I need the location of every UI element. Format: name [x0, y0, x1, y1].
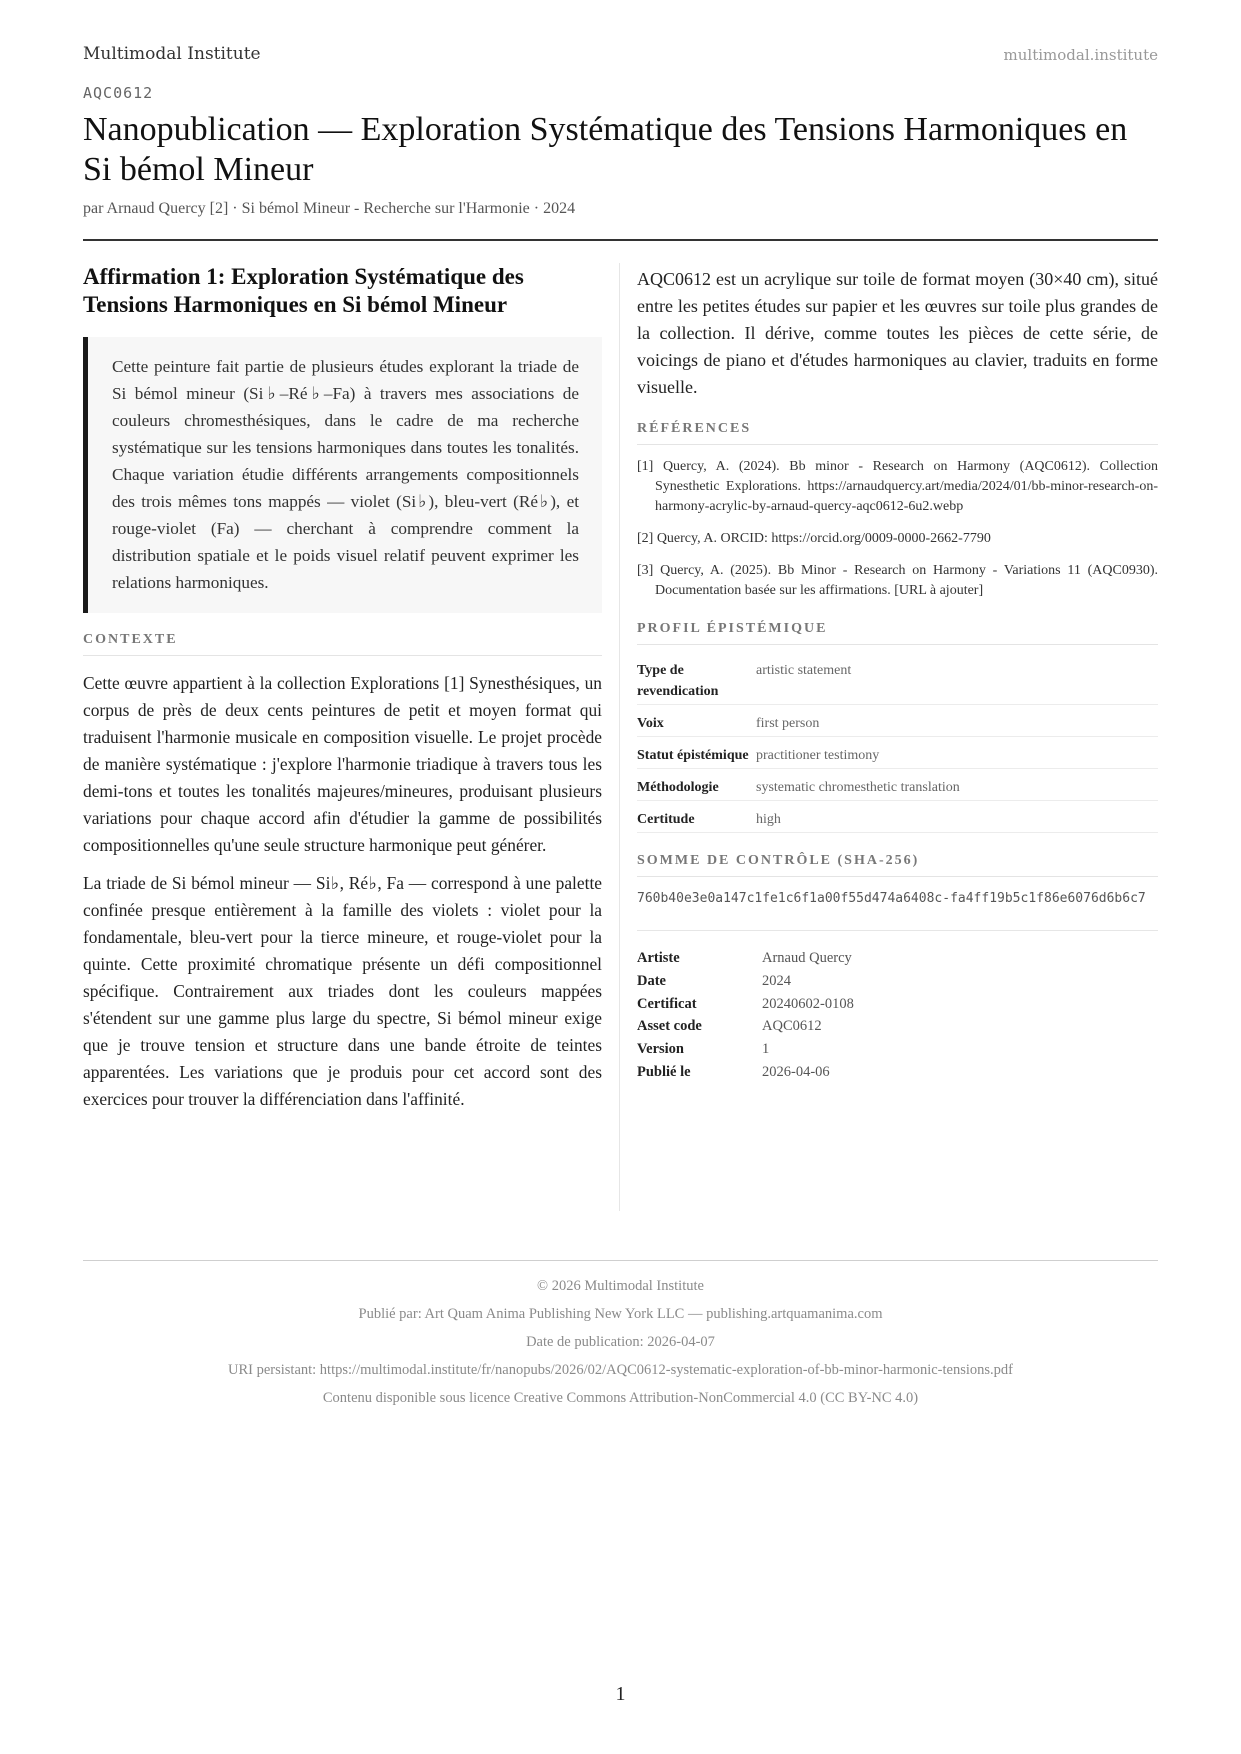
reference-item[interactable]: [2] Quercy, A. ORCID: https://orcid.org/0009-0000-2662-7790	[637, 531, 991, 546]
table-row	[637, 993, 854, 1016]
footer-license: Contenu disponible sous licence Creative Commons Attribution-NonCommercial 4.0 (CC BY-NC 4.0)	[322, 1390, 919, 1406]
context-paragraph-1: Cette œuvre appartient à la collection Explorations [1] Synesthésiques, un corpus de près de deux cents peintures de petit et moyen format qui traduisent l'harmonie musicale en composition visuelle. Le projet procède de manière systématique : j'explore l'harmonie triadique à travers tous les demi-tons et toutes les tonalités majeures/mineures, produisant plusieurs variations pour chaque accord afin d'étudier la gamme de possibilités compositionnelles qu'une seule structure harmonique peut générer.	[83, 673, 602, 855]
asset-code: AQC0612	[83, 84, 154, 102]
context-label: CONTEXTE	[83, 632, 602, 656]
checksum-label: SOMME DE CONTRÔLE (SHA-256)	[637, 853, 1158, 877]
page-number: 1	[615, 1683, 626, 1705]
profile-value: high	[756, 801, 1158, 833]
meta-key: Asset code	[637, 1018, 702, 1035]
profile-key: Voix	[637, 705, 756, 737]
table-row	[637, 1038, 854, 1061]
meta-key: Publié le	[637, 1063, 691, 1080]
references-list	[637, 457, 1158, 601]
meta-value: 2026-04-06	[762, 1063, 830, 1080]
references-label: RÉFÉRENCES	[637, 421, 1158, 445]
meta-value: 20240602-0108	[762, 995, 854, 1012]
profile-key: Type de revendication	[637, 652, 756, 705]
institute-name: Multimodal Institute	[83, 44, 261, 64]
checksum-value: 760b40e3e0a147c1fe1c6f1a00f55d474a6408c-fa4ff19b5c1f86e6076d6b6c7	[637, 889, 1158, 931]
table-row	[637, 769, 1158, 801]
table-row	[637, 737, 1158, 769]
footer-publisher: Publié par: Art Quam Anima Publishing New York LLC — publishing.artquamanima.com	[358, 1306, 883, 1322]
meta-value: Arnaud Quercy	[762, 950, 852, 966]
meta-value: 2024	[762, 972, 791, 989]
claim-heading: Affirmation 1: Exploration Systématique des Tensions Harmoniques en Si bémol Mineur	[83, 264, 524, 317]
table-row	[637, 1015, 854, 1038]
meta-value: AQC0612	[762, 1018, 822, 1035]
epistemic-profile-table	[637, 652, 1158, 833]
claim-quote: Cette peinture fait partie de plusieurs études explorant la triade de Si bémol mineur (Si♭–Ré♭–Fa) à travers mes associations de couleurs chromesthésiques, dans le cadre de ma recherche systématique sur les tensions harmoniques dans toutes les tonalités. Chaque variation étudie différents arrangements compositionnels des trois mêmes tons mappés — violet (Si♭), bleu-vert (Ré♭), et rouge-violet (Fa) — cherchant à comprendre comment la distribution spatiale et le poids visuel relatif peuvent exprimer les relations harmoniques.	[83, 337, 602, 613]
profile-key: Certitude	[637, 801, 756, 833]
table-row	[637, 947, 854, 970]
right-column	[637, 266, 1158, 1084]
footer-copyright: © 2026 Multimodal Institute	[537, 1278, 704, 1294]
reference-item[interactable]: [1] Quercy, A. (2024). Bb minor - Research on Harmony (AQC0612). Collection Synesthetic Explorations. https://arnaudquercy.art/media/2024/01/bb-minor-research-on-harmony-acrylic-by-arnaud-quercy-aqc0612-6u2.webp	[637, 459, 1158, 514]
header-rule	[83, 239, 1158, 241]
profile-value: practitioner testimony	[756, 737, 1158, 769]
meta-key: Version	[637, 1041, 684, 1058]
column-divider	[619, 263, 620, 1211]
footer-persistent-uri[interactable]: URI persistant: https://multimodal.institute/fr/nanopubs/2026/02/AQC0612-systematic-exploration-of-bb-minor-harmonic-tensions.pdf	[227, 1362, 1013, 1378]
left-column	[83, 263, 602, 1113]
header-bar	[83, 44, 1158, 68]
profile-key: Statut épistémique	[637, 737, 756, 769]
meta-key: Certificat	[637, 995, 697, 1012]
profile-value: systematic chromesthetic translation	[756, 769, 1158, 801]
table-row	[637, 1061, 854, 1084]
meta-key: Date	[637, 972, 666, 989]
table-row	[637, 970, 854, 993]
metadata-table	[637, 947, 854, 1084]
table-row	[637, 705, 1158, 737]
lead-paragraph: AQC0612 est un acrylique sur toile de format moyen (30×40 cm), situé entre les petites études sur papier et les œuvres sur toile plus grandes de la collection. Il dérive, comme toutes les pièces de cette série, de voicings de piano et d'études harmoniques au clavier, traduits en forme visuelle.	[637, 269, 1158, 397]
meta-value: 1	[762, 1041, 770, 1058]
table-row	[637, 801, 1158, 833]
footer-publication-date: Date de publication: 2026-04-07	[526, 1334, 715, 1350]
context-paragraph-2: La triade de Si bémol mineur — Si♭, Ré♭, Fa — correspond à une palette confinée presque entièrement à la famille des violets : violet pour la fondamentale, bleu-vert pour la tierce mineure, et rouge-violet pour la quinte. Cette proximité chromatique présente un défi compositionnel spécifique. Contrairement aux triades dont les couleurs mappées s'étendent sur une gamme plus large du spectre, Si bémol mineur exige que je trouve tension et structure dans une bande étroite de teintes apparentées. Les variations que je produis pour cet accord sont des exercices pour trouver la différenciation dans l'affinité.	[83, 873, 602, 1109]
footer	[83, 1260, 1158, 1418]
meta-key: Artiste	[637, 950, 680, 966]
table-row	[637, 652, 1158, 705]
profile-value: first person	[756, 705, 1158, 737]
epistemic-profile-label: PROFIL ÉPISTÉMIQUE	[637, 621, 1158, 645]
profile-key: Méthodologie	[637, 769, 756, 801]
byline: par Arnaud Quercy [2] · Si bémol Mineur - Recherche sur l'Harmonie · 2024	[83, 200, 576, 217]
reference-item: [3] Quercy, A. (2025). Bb Minor - Research on Harmony - Variations 11 (AQC0930). Documentation basée sur les affirmations. [URL à ajouter]	[637, 563, 1158, 598]
institute-domain: multimodal.institute	[1003, 46, 1158, 64]
profile-value: artistic statement	[756, 652, 1158, 705]
page-title: Nanopublication — Exploration Systématique des Tensions Harmoniques en Si bémol Mineur	[83, 111, 1128, 188]
